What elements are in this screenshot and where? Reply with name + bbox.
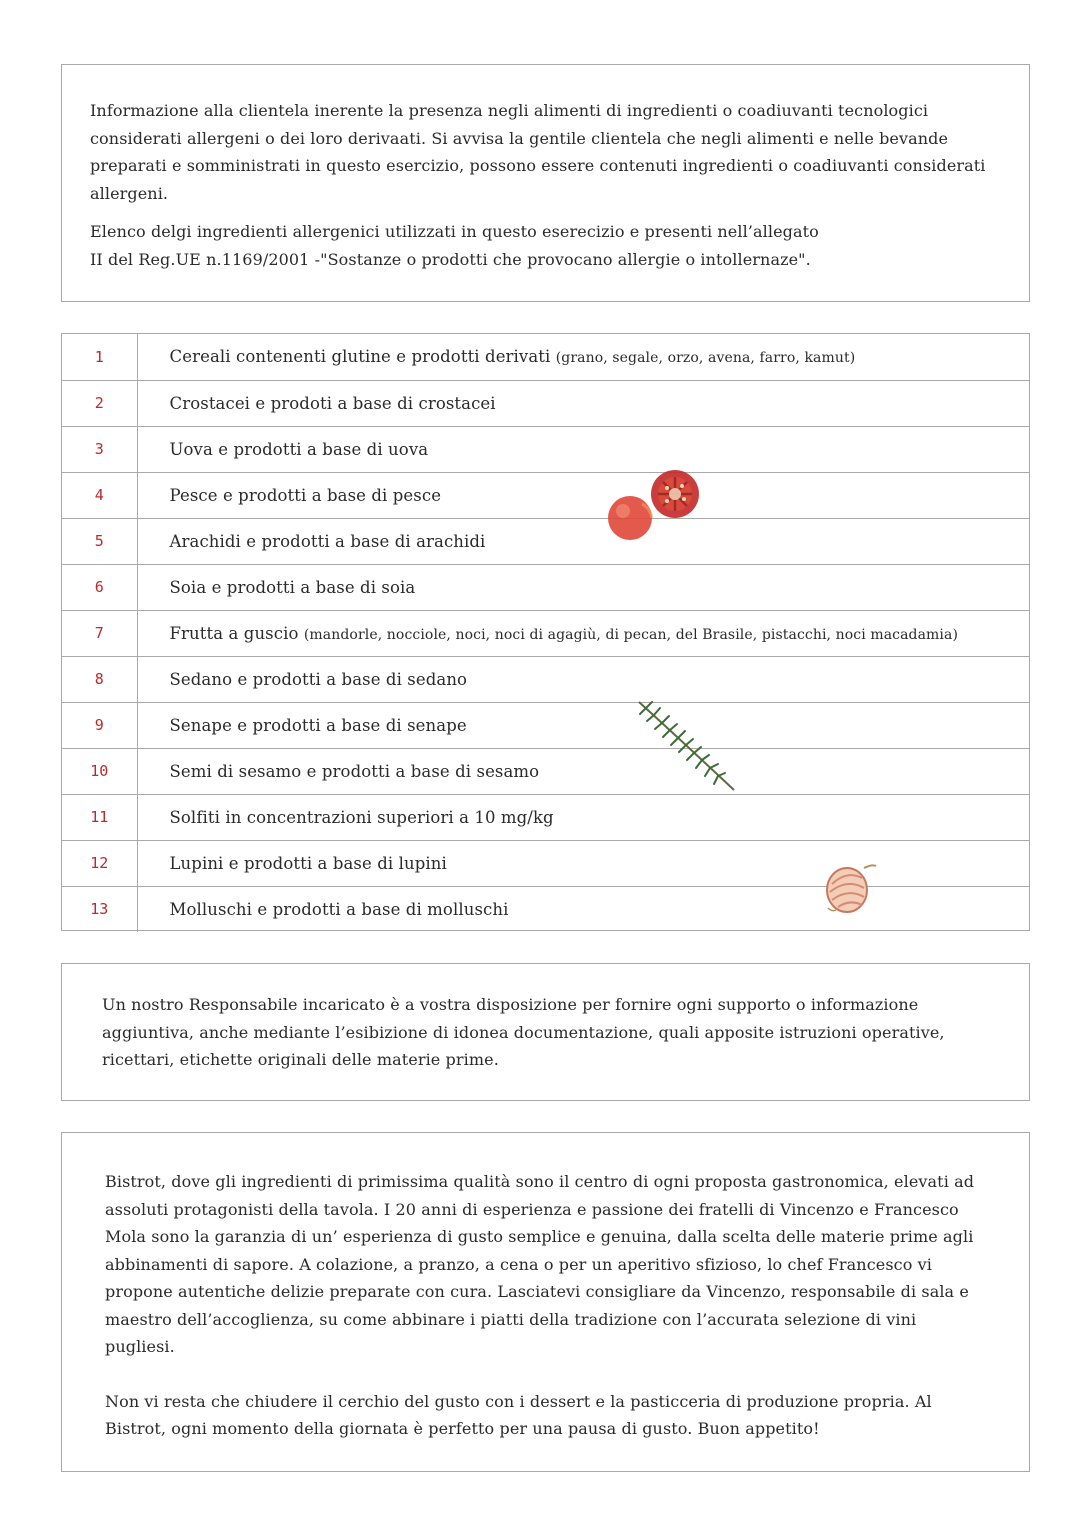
allergen-label-cell [137, 564, 1029, 610]
allergen-row [62, 472, 1029, 518]
allergen-label-cell [137, 886, 1029, 932]
tomato-illustration [604, 466, 704, 546]
allergen-row [62, 426, 1029, 472]
allergen-row [62, 518, 1029, 564]
allergen-number: 5 [62, 518, 137, 564]
allergen-number: 10 [62, 748, 137, 794]
about-box [61, 1132, 1030, 1472]
allergen-label: Soia e prodotti a base di soia [169, 577, 416, 597]
allergen-row [62, 886, 1029, 932]
allergen-label: Lupini e prodotti a base di lupini [169, 853, 447, 873]
allergen-number: 7 [62, 610, 137, 656]
allergen-row [62, 334, 1029, 380]
regulation-line-2: II del Reg.UE n.1169/2001 -"Sostanze o prodotti che provocano allergie o intollernaze". [90, 249, 811, 269]
allergen-label-cell [137, 748, 1029, 794]
allergen-label-cell [137, 702, 1029, 748]
allergen-label: Arachidi e prodotti a base di arachidi [169, 531, 486, 551]
about-paragraph-2: Non vi resta che chiudere il cerchio del gusto con i dessert e la pasticceria di produzione propria. Al Bistrot, ogni momento della giornata è perfetto per una pausa di gusto. Buon appetito! [105, 1391, 932, 1438]
allergen-label: Crostacei e prodoti a base di crostacei [169, 393, 496, 413]
allergen-row [62, 748, 1029, 794]
allergen-number: 13 [62, 886, 137, 932]
allergen-label: Uova e prodotti a base di uova [169, 439, 429, 459]
regulation-paragraph [90, 218, 1003, 273]
allergen-label: Molluschi e prodotti a base di molluschi [169, 899, 509, 919]
allergen-label: Solfiti in concentrazioni superiori a 10 mg/kg [169, 807, 554, 827]
allergen-notice-box [61, 64, 1030, 302]
contact-text: Un nostro Responsabile incaricato è a vostra disposizione per fornire ogni supporto o informazione aggiuntiva, anche mediante l’esibizione di idonea documentazione, quali apposite istruzioni operative, ricettari, etichette originali delle materie prime. [102, 995, 945, 1069]
about-paragraph-1: Bistrot, dove gli ingredienti di primissima qualità sono il centro di ogni proposta gastronomica, elevati ad assoluti protagonisti della tavola. I 20 anni di esperienza e passione dei fratelli di Vincenzo e Francesco Mola sono la garanzia di un’ esperienza di gusto semplice e genuina, dalla scelta delle materie prime agli abbinamenti di sapore. A colazione, a pranzo, a cena o per un aperitivo sfizioso, lo chef Francesco vi propone autentiche delizie preparate con cura. Lasciatevi consigliare da Vincenzo, responsabile di sala e maestro dell’accoglienza, su come abbinare i piatti della tradizione con l’accurata selezione di vini pugliesi. [105, 1172, 975, 1356]
allergen-label: Pesce e prodotti a base di pesce [169, 485, 442, 505]
allergen-label-cell [137, 426, 1029, 472]
allergen-label: Frutta a guscio [169, 623, 299, 643]
allergen-label-cell [137, 656, 1029, 702]
shallot-illustration [820, 860, 880, 916]
allergen-row [62, 702, 1029, 748]
allergen-number: 8 [62, 656, 137, 702]
allergen-label-cell [137, 334, 1029, 380]
allergen-label-cell [137, 840, 1029, 886]
allergen-row [62, 564, 1029, 610]
allergen-number: 2 [62, 380, 137, 426]
allergen-label: Senape e prodotti a base di senape [169, 715, 467, 735]
allergen-number: 12 [62, 840, 137, 886]
allergen-label-cell [137, 518, 1029, 564]
rosemary-illustration [634, 698, 738, 794]
allergen-number: 3 [62, 426, 137, 472]
regulation-line-1: Elenco delgi ingredienti allergenici utilizzati in questo eserecizio e presenti nell’allegato [90, 222, 819, 241]
notice-paragraph: Informazione alla clientela inerente la presenza negli alimenti di ingredienti o coadiuvanti tecnologici considerati allergeni o dei loro derivaati. Si avvisa la gentile clientela che negli alimenti e nelle bevande preparati e somministrati in questo esercizio, possono essere contenuti ingredienti o coadiuvanti considerati allergeni. [90, 101, 986, 203]
allergen-number: 9 [62, 702, 137, 748]
contact-box [61, 963, 1030, 1101]
allergen-table [62, 334, 1029, 932]
allergen-label: Sedano e prodotti a base di sedano [169, 669, 468, 689]
allergen-detail: (mandorle, nocciole, noci, noci di agagiù, di pecan, del Brasile, pistacchi, noci macadamia) [303, 626, 959, 643]
allergen-label-cell [137, 472, 1029, 518]
allergen-number: 4 [62, 472, 137, 518]
allergen-row [62, 656, 1029, 702]
allergen-label-cell [137, 794, 1029, 840]
allergen-label-cell [137, 380, 1029, 426]
allergen-detail: (grano, segale, orzo, avena, farro, kamut) [555, 350, 856, 367]
allergen-label: Semi di sesamo e prodotti a base di sesamo [169, 761, 540, 781]
allergen-table-box [61, 333, 1030, 931]
allergen-row [62, 794, 1029, 840]
allergen-number: 1 [62, 334, 137, 380]
allergen-label-cell [137, 610, 1029, 656]
allergen-row [62, 610, 1029, 656]
allergen-row [62, 380, 1029, 426]
allergen-label: Cereali contenenti glutine e prodotti derivati [169, 347, 551, 367]
allergen-number: 11 [62, 794, 137, 840]
allergen-number: 6 [62, 564, 137, 610]
allergen-row [62, 840, 1029, 886]
